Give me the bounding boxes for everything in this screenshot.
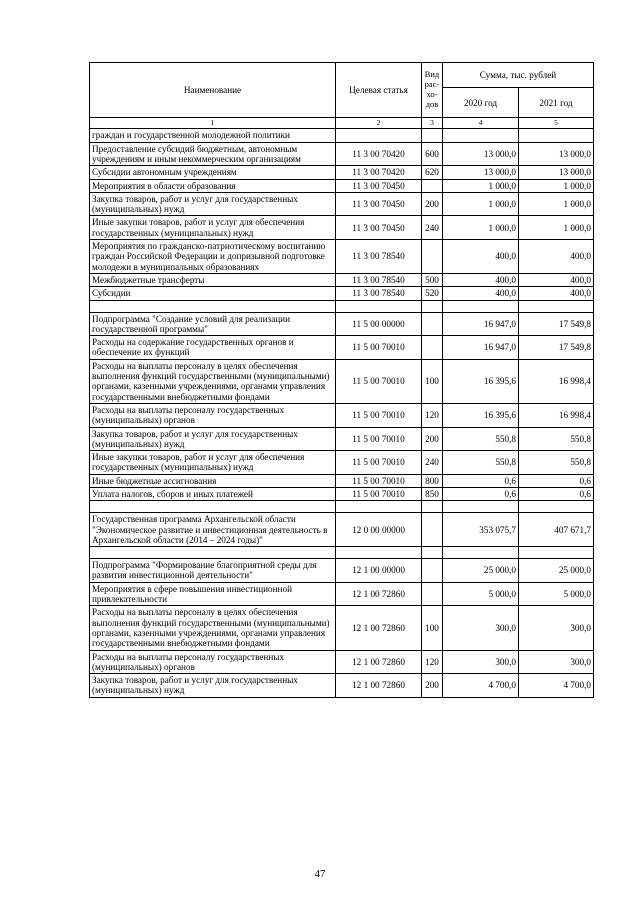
row-sum-2021: 1 000,0 (519, 192, 594, 216)
row-expense-type: 100 (422, 359, 443, 403)
row-sum-2021: 0,6 (519, 474, 594, 487)
row-sum-2021: 550,8 (519, 427, 594, 451)
empty-cell (422, 300, 443, 312)
row-sum-2021: 5 000,0 (519, 582, 594, 606)
table-row (90, 359, 594, 403)
row-name: Закупка товаров, работ и услуг для государственных (муниципальных) нужд (90, 674, 336, 698)
row-sum-2020: 4 700,0 (443, 674, 519, 698)
table-row (90, 513, 594, 547)
table-row (90, 336, 594, 360)
row-sum-2021: 1 000,0 (519, 216, 594, 240)
row-expense-type (422, 240, 443, 274)
row-name: Подпрограмма "Создание условий для реализации государственной программы" (90, 312, 336, 336)
row-name: Уплата налогов, сборов и иных платежей (90, 488, 336, 501)
row-sum-2021: 407 671,7 (519, 513, 594, 547)
row-expense-type: 240 (422, 451, 443, 475)
row-expense-type: 120 (422, 650, 443, 674)
row-sum-2021: 4 700,0 (519, 674, 594, 698)
row-sum-2020: 400,0 (443, 287, 519, 300)
row-name: Расходы на выплаты персоналу в целях обеспечения выполнения функций государственными (муниципальными) органами, казенными учреждениями, органами управления государственными внебюджетными фондами (90, 606, 336, 650)
row-target-article: 11 5 00 70010 (336, 403, 422, 427)
row-target-article: 11 3 00 70450 (336, 216, 422, 240)
table-row (90, 312, 594, 336)
header-expense-type: Вид рас-хо-дов (422, 63, 443, 118)
row-expense-type (422, 179, 443, 192)
row-sum-2021: 25 000,0 (519, 559, 594, 583)
row-expense-type (422, 336, 443, 360)
row-sum-2021: 300,0 (519, 606, 594, 650)
row-name: Мероприятия по гражданско-патриотическому воспитанию граждан Российской Федерации и допризывной подготовке молодежи в муниципальных образованиях (90, 240, 336, 274)
row-target-article: 12 1 00 72860 (336, 650, 422, 674)
row-sum-2021: 550,8 (519, 451, 594, 475)
column-index: 4 (443, 118, 519, 129)
row-sum-2020: 400,0 (443, 273, 519, 286)
row-sum-2020 (443, 129, 519, 142)
row-sum-2020: 550,8 (443, 427, 519, 451)
budget-table (89, 62, 594, 698)
row-target-article (336, 129, 422, 142)
row-sum-2020: 1 000,0 (443, 216, 519, 240)
spacer-row (90, 547, 594, 559)
row-sum-2020: 1 000,0 (443, 179, 519, 192)
row-expense-type (422, 513, 443, 547)
table-row (90, 650, 594, 674)
row-name: Расходы на выплаты персоналу государственных (муниципальных) органов (90, 650, 336, 674)
row-target-article: 12 1 00 00000 (336, 559, 422, 583)
row-sum-2021: 300,0 (519, 650, 594, 674)
row-target-article: 11 3 00 78540 (336, 273, 422, 286)
row-sum-2020: 300,0 (443, 606, 519, 650)
table-row (90, 674, 594, 698)
empty-cell (336, 501, 422, 513)
row-sum-2021: 400,0 (519, 287, 594, 300)
row-sum-2021: 17 549,8 (519, 312, 594, 336)
row-name: Расходы на содержание государственных органов и обеспечение их функций (90, 336, 336, 360)
row-expense-type: 620 (422, 166, 443, 179)
empty-cell (519, 501, 594, 513)
row-sum-2020: 25 000,0 (443, 559, 519, 583)
table-row (90, 216, 594, 240)
row-target-article: 12 1 00 72860 (336, 582, 422, 606)
row-target-article: 12 1 00 72860 (336, 606, 422, 650)
row-target-article: 11 5 00 70010 (336, 336, 422, 360)
row-expense-type: 500 (422, 273, 443, 286)
spacer-row (90, 300, 594, 312)
row-target-article: 11 3 00 70420 (336, 142, 422, 166)
row-sum-2020: 0,6 (443, 488, 519, 501)
row-name: Межбюджетные трансферты (90, 273, 336, 286)
row-sum-2020: 300,0 (443, 650, 519, 674)
table-row (90, 273, 594, 286)
row-sum-2021 (519, 129, 594, 142)
row-sum-2021: 400,0 (519, 240, 594, 274)
row-target-article: 11 3 00 78540 (336, 240, 422, 274)
row-name: Иные бюджетные ассигнования (90, 474, 336, 487)
row-sum-2020: 16 395,6 (443, 403, 519, 427)
row-sum-2020: 16 395,6 (443, 359, 519, 403)
row-expense-type (422, 582, 443, 606)
row-expense-type (422, 312, 443, 336)
row-name: граждан и государственной молодежной политики (90, 129, 336, 142)
row-sum-2020: 16 947,0 (443, 312, 519, 336)
row-sum-2020: 1 000,0 (443, 192, 519, 216)
empty-cell (90, 501, 336, 513)
row-target-article: 11 3 00 70450 (336, 192, 422, 216)
empty-cell (422, 547, 443, 559)
row-sum-2020: 13 000,0 (443, 142, 519, 166)
row-target-article: 11 5 00 70010 (336, 451, 422, 475)
header-sum: Сумма, тыс. рублей (443, 63, 594, 88)
empty-cell (443, 300, 519, 312)
row-sum-2020: 13 000,0 (443, 166, 519, 179)
row-name: Предоставление субсидий бюджетным, автономным учреждениям и иным некоммерческим организациям (90, 142, 336, 166)
row-target-article: 11 3 00 78540 (336, 287, 422, 300)
table-row (90, 192, 594, 216)
row-expense-type: 850 (422, 488, 443, 501)
row-target-article: 11 5 00 00000 (336, 312, 422, 336)
row-sum-2021: 17 549,8 (519, 336, 594, 360)
row-sum-2021: 16 998,4 (519, 403, 594, 427)
column-index: 2 (336, 118, 422, 129)
row-name: Подпрограмма "Формирование благоприятной среды для развития инвестиционной деятельности" (90, 559, 336, 583)
table-body (90, 129, 594, 697)
row-expense-type: 200 (422, 427, 443, 451)
empty-cell (443, 501, 519, 513)
row-sum-2020: 550,8 (443, 451, 519, 475)
row-name: Субсидии автономным учреждениям (90, 166, 336, 179)
table-row (90, 129, 594, 142)
row-target-article: 11 5 00 70010 (336, 427, 422, 451)
row-expense-type (422, 559, 443, 583)
row-sum-2021: 400,0 (519, 273, 594, 286)
empty-cell (336, 547, 422, 559)
table-row (90, 166, 594, 179)
header-year-2020: 2020 год (443, 88, 519, 118)
table-row (90, 403, 594, 427)
row-sum-2020: 0,6 (443, 474, 519, 487)
row-sum-2020: 353 075,7 (443, 513, 519, 547)
empty-cell (422, 501, 443, 513)
empty-cell (90, 300, 336, 312)
row-target-article: 11 5 00 70010 (336, 488, 422, 501)
table-row (90, 451, 594, 475)
table-row (90, 427, 594, 451)
row-sum-2020: 5 000,0 (443, 582, 519, 606)
empty-cell (519, 300, 594, 312)
table-row (90, 582, 594, 606)
table-row (90, 488, 594, 501)
row-sum-2021: 1 000,0 (519, 179, 594, 192)
row-expense-type: 600 (422, 142, 443, 166)
table-row (90, 240, 594, 274)
row-expense-type: 800 (422, 474, 443, 487)
row-target-article: 11 3 00 70420 (336, 166, 422, 179)
row-expense-type: 240 (422, 216, 443, 240)
row-name: Государственная программа Архангельской области "Экономическое развитие и инвестиционная деятельность в Архангельской области (2014 – 2024 годы)" (90, 513, 336, 547)
row-expense-type: 520 (422, 287, 443, 300)
page-number: 47 (314, 868, 326, 880)
table-row (90, 606, 594, 650)
row-target-article: 11 3 00 70450 (336, 179, 422, 192)
table-row (90, 559, 594, 583)
row-sum-2020: 16 947,0 (443, 336, 519, 360)
row-expense-type (422, 129, 443, 142)
row-name: Мероприятия в сфере повышения инвестиционной привлекательности (90, 582, 336, 606)
row-target-article: 12 0 00 00000 (336, 513, 422, 547)
empty-cell (90, 547, 336, 559)
row-expense-type: 100 (422, 606, 443, 650)
row-target-article: 11 5 00 70010 (336, 359, 422, 403)
row-name: Мероприятия в области образования (90, 179, 336, 192)
header-name: Наименование (90, 63, 336, 118)
row-expense-type: 200 (422, 192, 443, 216)
table-row (90, 474, 594, 487)
row-name: Иные закупки товаров, работ и услуг для обеспечения государственных (муниципальных) нужд (90, 451, 336, 475)
row-name: Иные закупки товаров, работ и услуг для обеспечения государственных (муниципальных) нужд (90, 216, 336, 240)
table-row (90, 287, 594, 300)
header-year-2021: 2021 год (519, 88, 594, 118)
row-name: Субсидии (90, 287, 336, 300)
row-sum-2020: 400,0 (443, 240, 519, 274)
row-name: Расходы на выплаты персоналу в целях обеспечения выполнения функций государственными (муниципальными) органами, казенными учреждениями, органами управления государственными внебюджетными фондами (90, 359, 336, 403)
row-sum-2021: 16 998,4 (519, 359, 594, 403)
table-row (90, 142, 594, 166)
column-index: 5 (519, 118, 594, 129)
row-name: Закупка товаров, работ и услуг для государственных (муниципальных) нужд (90, 192, 336, 216)
row-expense-type: 120 (422, 403, 443, 427)
column-index: 1 (90, 118, 336, 129)
empty-cell (519, 547, 594, 559)
header-target-article: Целевая статья (336, 63, 422, 118)
table-row (90, 179, 594, 192)
row-sum-2021: 0,6 (519, 488, 594, 501)
empty-cell (336, 300, 422, 312)
row-name: Расходы на выплаты персоналу государственных (муниципальных) органов (90, 403, 336, 427)
row-name: Закупка товаров, работ и услуг для государственных (муниципальных) нужд (90, 427, 336, 451)
row-target-article: 12 1 00 72860 (336, 674, 422, 698)
empty-cell (443, 547, 519, 559)
row-sum-2021: 13 000,0 (519, 166, 594, 179)
row-expense-type: 200 (422, 674, 443, 698)
spacer-row (90, 501, 594, 513)
column-index: 3 (422, 118, 443, 129)
row-sum-2021: 13 000,0 (519, 142, 594, 166)
row-target-article: 11 5 00 70010 (336, 474, 422, 487)
